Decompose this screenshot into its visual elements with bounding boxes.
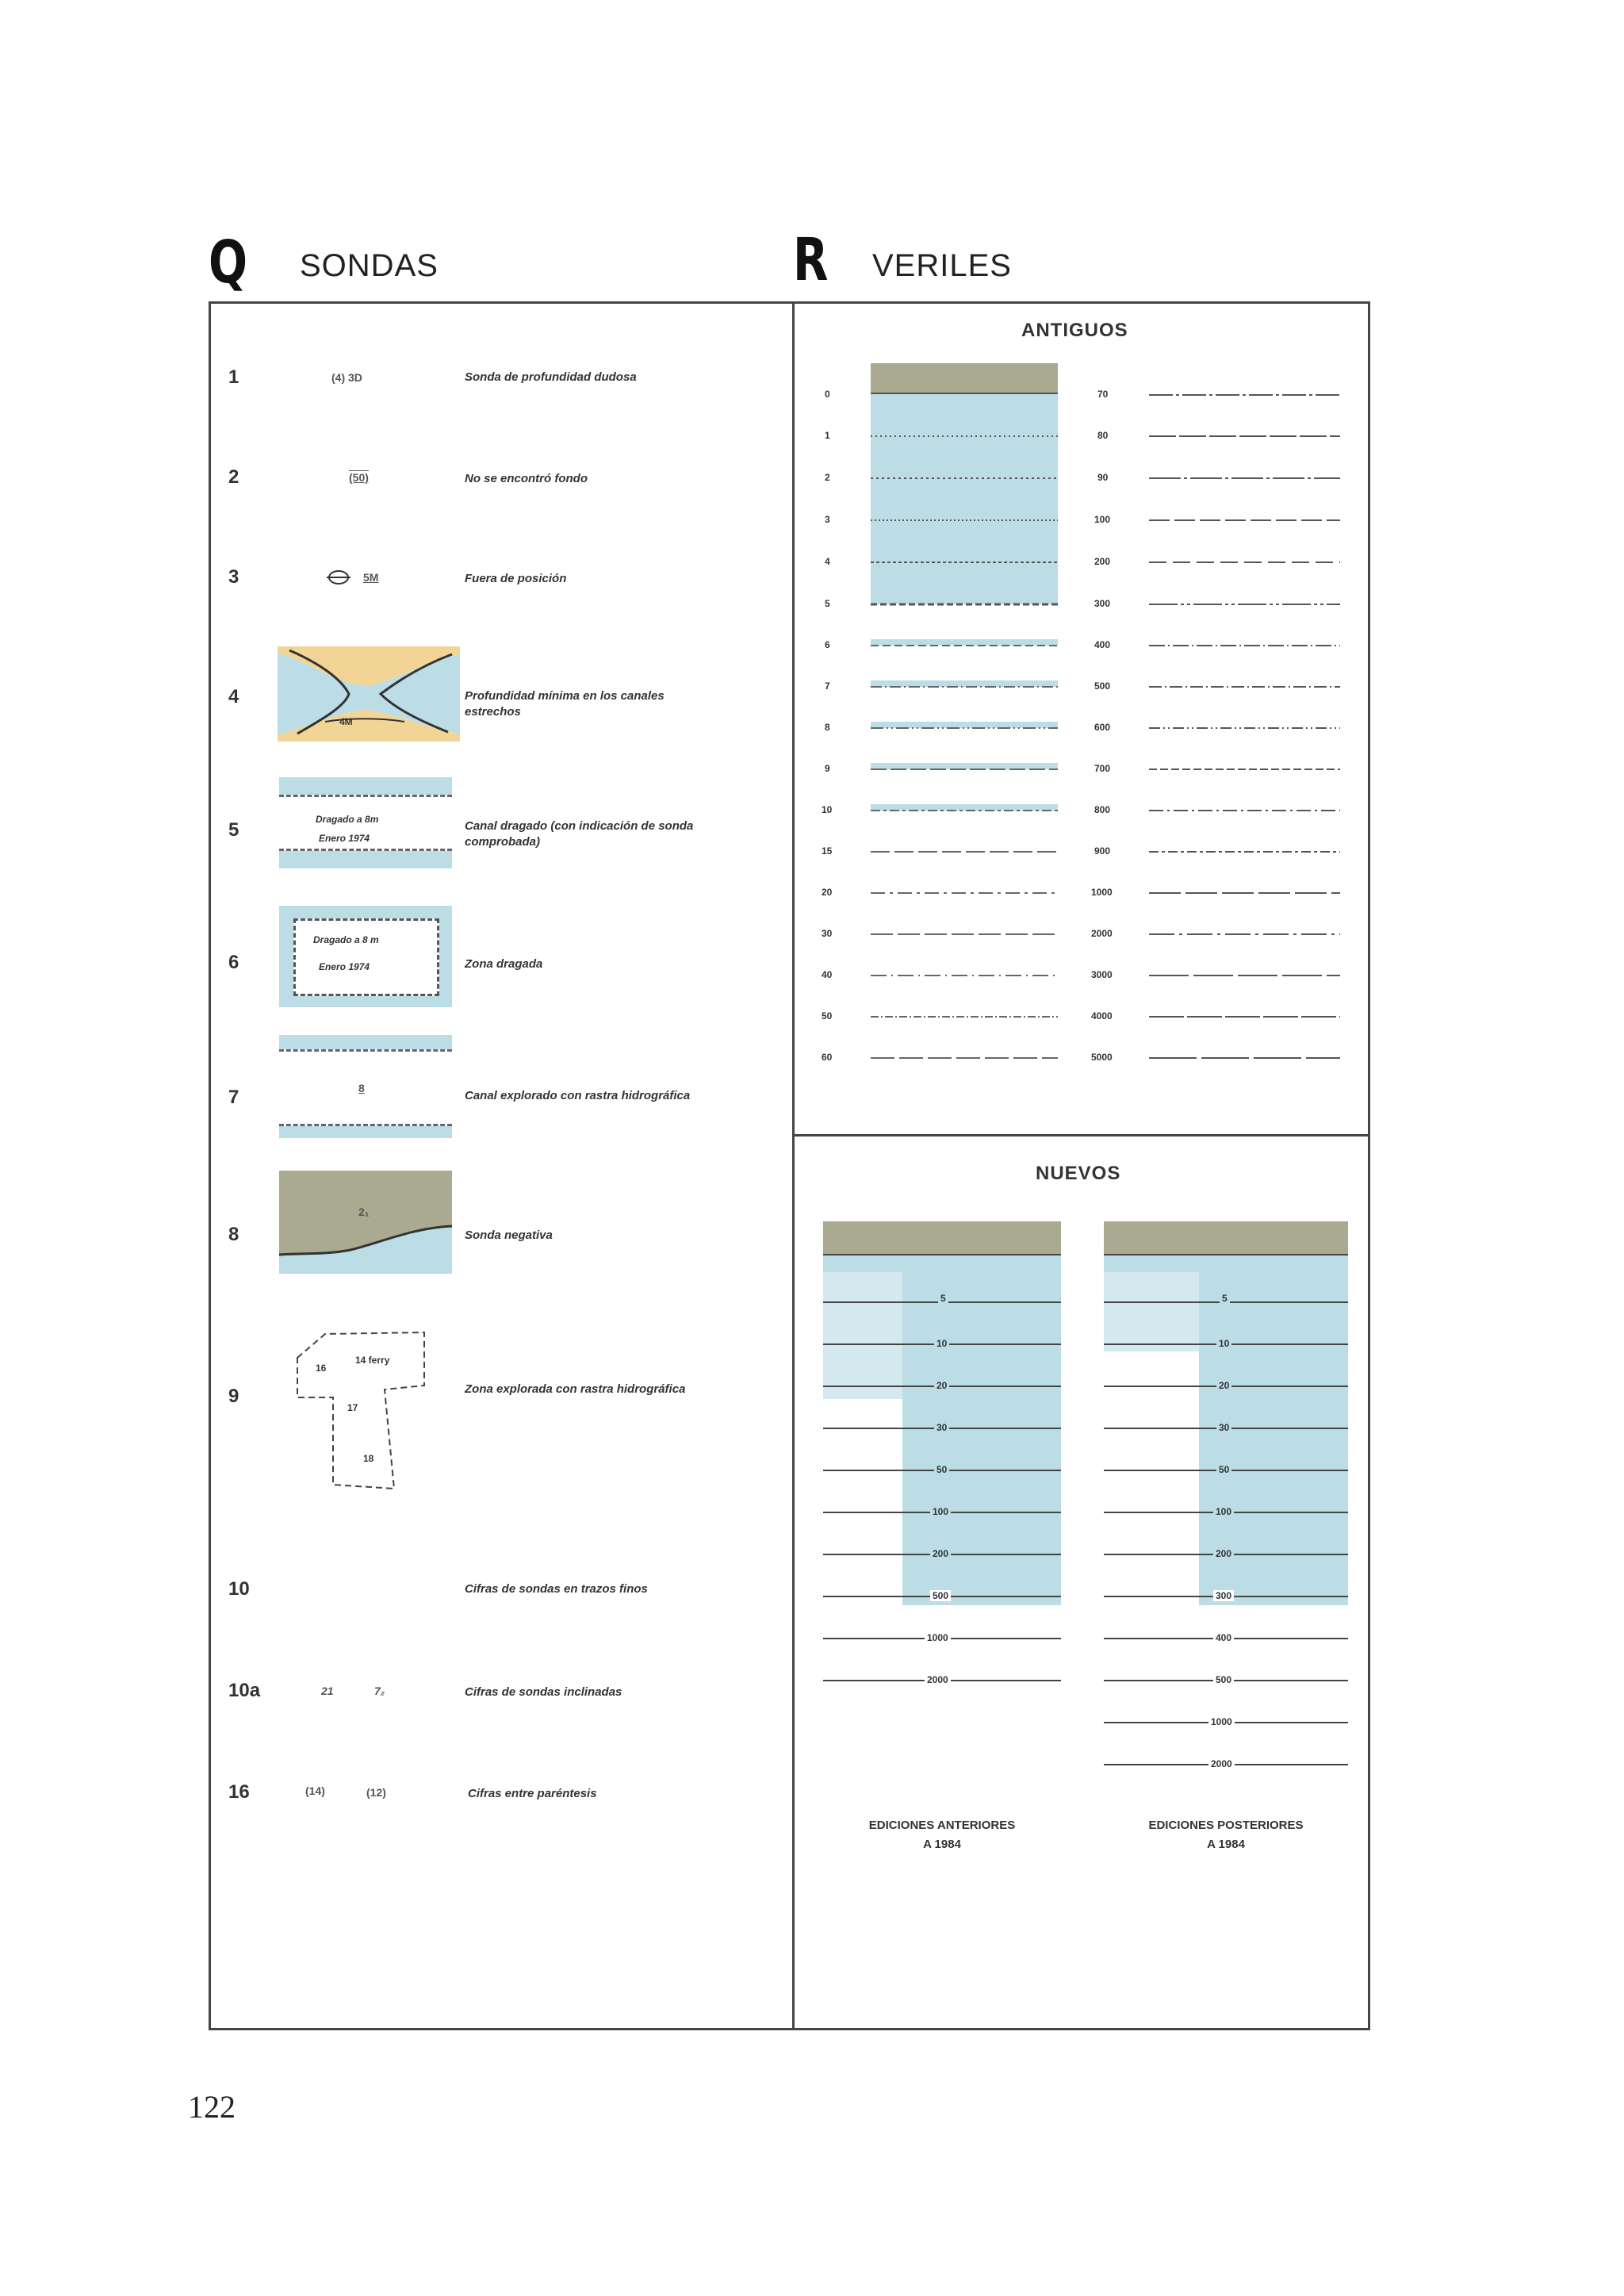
sonda-description: No se encontró fondo <box>465 472 588 485</box>
sonda-description: Cifras entre paréntesis <box>468 1787 597 1800</box>
sonda-symbol-line: Dragado a 8 m <box>313 934 379 945</box>
nuevos-right-label: 100 <box>1213 1506 1234 1517</box>
position-mark-icon <box>327 568 350 587</box>
nuevos-left-label: 2000 <box>925 1674 951 1685</box>
sonda-symbol: 8 <box>358 1082 365 1094</box>
antiguos-left-label: 6 <box>825 639 830 650</box>
nuevos-right-label: 500 <box>1213 1674 1234 1685</box>
caption-line: EDICIONES ANTERIORES <box>868 1819 1016 1832</box>
nuevos-right-label: 200 <box>1213 1548 1234 1559</box>
sonda-symbol: 4M <box>339 716 353 727</box>
antiguos-right-label: 5000 <box>1091 1052 1113 1063</box>
antiguos-contour-table <box>793 301 1370 1134</box>
antiguos-left-label: 9 <box>825 763 830 774</box>
sonda-number: 3 <box>228 566 239 588</box>
antiguos-right-label: 700 <box>1094 763 1111 774</box>
sonda-number: 4 <box>228 686 239 707</box>
sonda-symbol: 16 <box>316 1363 327 1374</box>
sonda-symbol: (14) <box>305 1784 325 1797</box>
caption-line: A 1984 <box>1207 1838 1245 1851</box>
antiguos-right-label: 80 <box>1097 430 1109 441</box>
sonda-symbol: (50) <box>349 471 369 484</box>
sonda-symbol: 7₂ <box>374 1685 385 1697</box>
nuevos-right-label: 30 <box>1216 1422 1231 1433</box>
nuevos-left-label: 1000 <box>925 1632 951 1643</box>
antiguos-left-label: 0 <box>825 389 830 400</box>
antiguos-left-label: 3 <box>825 514 830 525</box>
sonda-symbol: 21 <box>321 1685 334 1697</box>
antiguos-right-label: 3000 <box>1091 969 1113 980</box>
antiguos-left-label: 60 <box>822 1052 833 1063</box>
nuevos-right-label: 300 <box>1213 1590 1234 1601</box>
antiguos-right-label: 900 <box>1094 845 1111 857</box>
nuevos-title: NUEVOS <box>1036 1163 1121 1184</box>
sonda-description: Zona explorada con rastra hidrográfica <box>465 1382 686 1396</box>
sonda-description: Profundidad mínima en los canales estrechos <box>465 689 665 719</box>
section-r-title: VERILES <box>872 248 1012 283</box>
sonda-symbol: 17 <box>347 1402 358 1413</box>
sonda-description: Canal dragado (con indicación de sonda comprobada) <box>465 819 694 849</box>
dredged-zone-illustration <box>279 906 452 1007</box>
sonda-description: Sonda de profundidad dudosa <box>465 370 637 384</box>
antiguos-right-label: 600 <box>1094 722 1111 733</box>
sonda-number: 2 <box>228 466 239 488</box>
sonda-number: 10 <box>228 1578 250 1600</box>
sonda-description: Sonda negativa <box>465 1228 553 1242</box>
antiguos-left-label: 20 <box>822 887 833 898</box>
sonda-description: Cifras de sondas en trazos finos <box>465 1582 648 1596</box>
page-number: 122 <box>188 2089 236 2125</box>
sonda-number: 10a <box>228 1680 261 1701</box>
sonda-description: Fuera de posición <box>465 572 567 585</box>
nuevos-left-label: 30 <box>934 1422 949 1433</box>
section-q-letter: Q <box>209 228 248 297</box>
sonda-description: Canal explorado con rastra hidrográfica <box>465 1089 691 1102</box>
antiguos-left-label: 50 <box>822 1010 833 1022</box>
antiguos-left-label: 7 <box>825 680 830 692</box>
sonda-number: 5 <box>228 819 239 841</box>
nuevos-left-label: 500 <box>930 1590 951 1601</box>
nuevos-left-label: 10 <box>934 1338 949 1349</box>
narrow-channel-illustration <box>278 646 460 742</box>
sonda-number: 16 <box>228 1781 250 1803</box>
antiguos-left-label: 1 <box>825 430 830 441</box>
swept-channel-illustration <box>279 1035 452 1138</box>
nuevos-right-label: 50 <box>1216 1464 1231 1475</box>
sonda-description: Cifras de sondas inclinadas <box>465 1685 622 1699</box>
negative-sounding-illustration <box>279 1171 452 1274</box>
caption-line: A 1984 <box>923 1838 961 1851</box>
sonda-symbol: (4) 3D <box>331 371 362 384</box>
nuevos-right-label: 10 <box>1216 1338 1231 1349</box>
explored-zone-outline <box>289 1326 432 1493</box>
antiguos-right-label: 1000 <box>1091 887 1113 898</box>
sonda-symbol: (12) <box>366 1786 386 1799</box>
horizontal-divider <box>793 1134 1370 1137</box>
section-q-title: SONDAS <box>300 248 439 283</box>
sonda-number: 1 <box>228 366 239 388</box>
sonda-number: 8 <box>228 1224 239 1245</box>
antiguos-right-label: 4000 <box>1091 1010 1113 1022</box>
ediciones-anteriores-caption <box>815 1816 1069 1854</box>
sonda-symbol-line: Dragado a 8m <box>316 814 379 825</box>
antiguos-title: ANTIGUOS <box>1021 320 1128 341</box>
nuevos-left-label: 100 <box>930 1506 951 1517</box>
antiguos-left-label: 8 <box>825 722 830 733</box>
sonda-symbol: 2₁ <box>358 1205 370 1218</box>
antiguos-right-label: 400 <box>1094 639 1111 650</box>
sonda-number: 7 <box>228 1087 239 1108</box>
nuevos-right-contour-column <box>1104 1221 1348 1777</box>
sonda-symbol: 18 <box>363 1453 374 1464</box>
sonda-symbol-line: Enero 1974 <box>319 961 370 972</box>
nuevos-left-label: 50 <box>934 1464 949 1475</box>
antiguos-right-label: 2000 <box>1091 928 1113 939</box>
antiguos-right-label: 100 <box>1094 514 1111 525</box>
antiguos-left-label: 15 <box>822 845 833 857</box>
antiguos-left-label: 40 <box>822 969 833 980</box>
antiguos-right-label: 500 <box>1094 680 1111 692</box>
caption-line: EDICIONES POSTERIORES <box>1148 1819 1304 1832</box>
antiguos-right-label: 90 <box>1097 472 1109 483</box>
nuevos-left-label: 200 <box>930 1548 951 1559</box>
sonda-symbol: 5M <box>363 571 379 584</box>
sonda-symbol: 14 ferry <box>355 1355 390 1366</box>
ediciones-posteriores-caption <box>1099 1816 1353 1854</box>
antiguos-left-label: 30 <box>822 928 833 939</box>
antiguos-left-label: 5 <box>825 598 830 609</box>
nuevos-right-label: 1000 <box>1208 1716 1235 1727</box>
antiguos-right-label: 800 <box>1094 804 1111 815</box>
antiguos-left-label: 4 <box>825 556 830 567</box>
antiguos-right-label: 70 <box>1097 389 1109 400</box>
nuevos-right-label: 20 <box>1216 1380 1231 1391</box>
antiguos-left-label: 10 <box>822 804 833 815</box>
antiguos-right-label: 300 <box>1094 598 1111 609</box>
nuevos-right-label: 5 <box>1220 1293 1230 1304</box>
nuevos-right-label: 2000 <box>1208 1758 1235 1769</box>
sonda-number: 9 <box>228 1386 239 1407</box>
nuevos-left-label: 20 <box>934 1380 949 1391</box>
antiguos-left-label: 2 <box>825 472 830 483</box>
nuevos-left-label: 5 <box>938 1293 948 1304</box>
nuevos-right-label: 400 <box>1213 1632 1234 1643</box>
antiguos-right-label: 200 <box>1094 556 1111 567</box>
sonda-symbol-line: Enero 1974 <box>319 833 370 844</box>
sonda-number: 6 <box>228 952 239 973</box>
section-r-letter: R <box>793 226 829 294</box>
sonda-description: Zona dragada <box>465 957 543 971</box>
